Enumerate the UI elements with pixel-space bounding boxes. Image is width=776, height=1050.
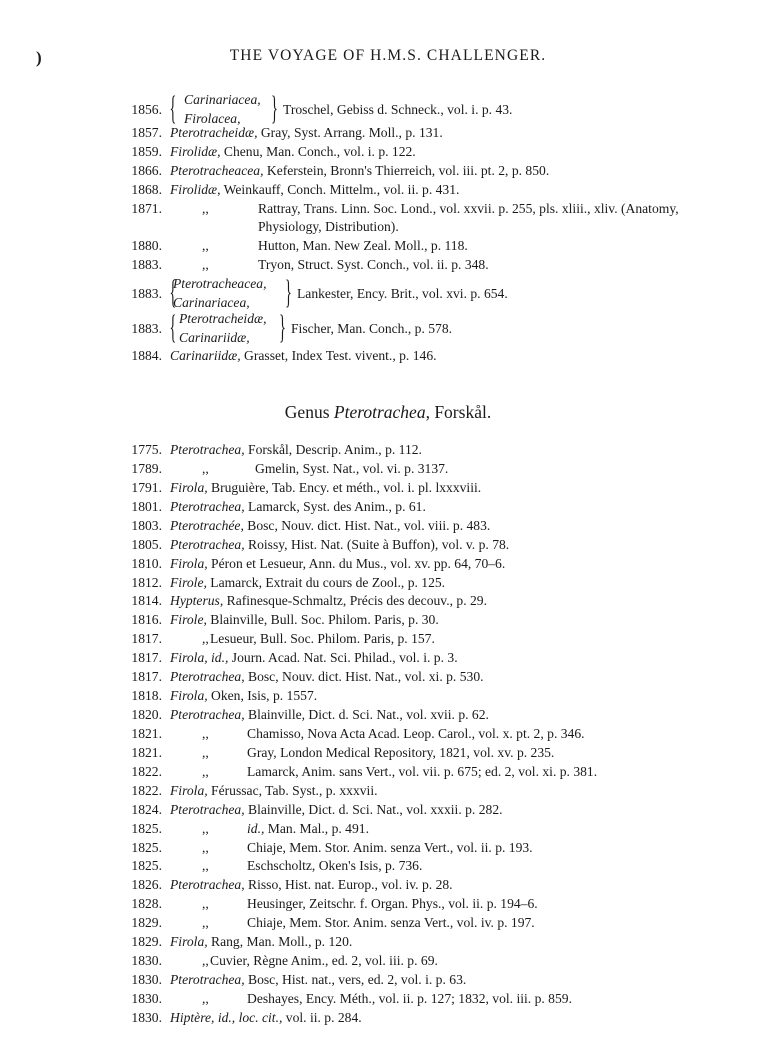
entry-year: 1883. — [131, 286, 162, 301]
taxon-name: Pterotrachea, — [170, 537, 245, 552]
entry-text — [258, 199, 679, 219]
entry-reference: Chiaje, Mem. Stor. Anim. senza Vert., vol. iv. p. 197. — [247, 915, 535, 930]
synonymy-entry-1883-fischer — [0, 310, 776, 348]
genus-heading — [0, 401, 776, 423]
synonymy-entry — [0, 856, 776, 876]
entry-year: 1826. — [131, 877, 162, 892]
entry-reference: Keferstein, Bronn's Thierreich, vol. iii. pt. 2, p. 850. — [263, 163, 550, 178]
entry-reference: Lamarck, Syst. des Anim., p. 61. — [244, 499, 426, 514]
synonymy-entry — [0, 743, 776, 763]
synonymy-entry — [0, 478, 776, 498]
taxon-name: Pterotrachea, — [170, 877, 245, 892]
entry-year: 1883. — [131, 321, 162, 336]
entry-text — [170, 648, 458, 668]
left-brace: { — [169, 309, 177, 346]
synonymy-entry — [0, 180, 776, 200]
entry-reference: Gray, London Medical Repository, 1821, vol. xv. p. 235. — [247, 745, 555, 760]
entry-year: 1828. — [131, 896, 162, 911]
entry-reference: Weinkauff, Conch. Mittelm., vol. ii. p. 431. — [220, 182, 460, 197]
entry-reference: Physiology, Distribution). — [258, 219, 399, 234]
entry-text — [170, 142, 416, 162]
ditto-mark: ,, — [202, 821, 209, 836]
synonymy-entry — [0, 705, 776, 725]
entry-year: 1822. — [131, 764, 162, 779]
bracket-name-top: Pterotracheacea, — [173, 276, 267, 291]
bracket-name-bottom: Carinariacea, — [173, 295, 250, 310]
synonymy-entry — [0, 236, 776, 256]
entry-reference: Heusinger, Zeitschr. f. Organ. Phys., vol. ii. p. 194–6. — [247, 896, 538, 911]
synonymy-entry — [0, 554, 776, 574]
ditto-mark: ,, — [202, 953, 209, 968]
entry-text — [170, 1008, 362, 1028]
entry-reference: Deshayes, Ency. Méth., vol. ii. p. 127; 1832, vol. iii. p. 859. — [247, 991, 572, 1006]
entry-text — [170, 686, 317, 706]
taxon-name: Pterotrachea, — [170, 442, 245, 457]
entry-text — [170, 591, 487, 611]
taxon-name: Firola, — [170, 688, 208, 703]
entry-text — [170, 346, 437, 366]
entry-reference: Bruguière, Tab. Ency. et méth., vol. i. pl. lxxxviii. — [207, 480, 482, 495]
genus-heading-author: Forskål. — [429, 402, 492, 422]
synonymy-entry — [0, 894, 776, 914]
entry-reference: Blainville, Dict. d. Sci. Nat., vol. xxxii. p. 282. — [244, 802, 503, 817]
entry-year: 1883. — [131, 257, 162, 272]
taxon-name: Pterotrachea, — [170, 669, 245, 684]
taxon-name: Pterotrachea, — [170, 707, 245, 722]
bracket-name-bottom: Carinariidæ, — [179, 330, 250, 345]
synonymy-entry — [0, 255, 776, 275]
entry-text — [258, 255, 489, 275]
entry-year: 1805. — [131, 537, 162, 552]
entry-reference: Chamisso, Nova Acta Acad. Leop. Carol., vol. x. pt. 2, p. 346. — [247, 726, 585, 741]
entry-text — [170, 554, 505, 574]
entry-year: 1789. — [131, 461, 162, 476]
taxon-name: Pterotrachée, — [170, 518, 244, 533]
synonymy-entry — [0, 970, 776, 990]
entry-reference: Cuvier, Règne Anim., ed. 2, vol. iii. p. 69. — [210, 953, 438, 968]
taxon-name: Firolidæ, — [170, 144, 221, 159]
entry-year: 1830. — [131, 1010, 162, 1025]
synonymy-entry — [0, 142, 776, 162]
genus-heading-prefix: Genus — [284, 402, 334, 422]
entry-reference: Rattray, Trans. Linn. Soc. Lond., vol. xxvii. p. 255, pls. xliii., xliv. (Anatomy, — [258, 201, 679, 216]
genus-heading-name: Pterotrachea, — [333, 402, 430, 422]
entry-text — [170, 516, 490, 536]
entry-year: 1817. — [131, 650, 162, 665]
synonymy-entry — [0, 819, 776, 839]
entry-reference: Lamarck, Extrait du cours de Zool., p. 125. — [206, 575, 446, 590]
entry-text — [247, 762, 597, 782]
entry-text — [247, 743, 554, 763]
entry-year: 1814. — [131, 593, 162, 608]
taxon-name: Hiptère, id., loc. cit., — [170, 1010, 283, 1025]
synonymy-entry — [0, 686, 776, 706]
entry-text — [247, 724, 585, 744]
entry-text — [255, 459, 448, 479]
synonymy-entry — [0, 516, 776, 536]
taxon-name: Pterotrachea, — [170, 802, 245, 817]
entry-year: 1829. — [131, 934, 162, 949]
ditto-mark: ,, — [202, 631, 209, 646]
synonymy-entry-1883-lankester — [0, 275, 776, 313]
entry-text — [170, 932, 352, 952]
ditto-mark: ,, — [202, 726, 209, 741]
entry-year: 1803. — [131, 518, 162, 533]
entry-text — [170, 970, 466, 990]
entry-year: 1871. — [131, 201, 162, 216]
entry-reference: Troschel, Gebiss d. Schneck., vol. i. p. 43. — [283, 102, 513, 117]
taxon-name: Hypterus, — [170, 593, 224, 608]
taxon-name: Firola, — [170, 783, 208, 798]
left-brace: { — [169, 90, 177, 127]
entry-text — [247, 819, 369, 839]
running-head: THE VOYAGE OF H.M.S. CHALLENGER. — [229, 47, 547, 64]
entry-reference: Roissy, Hist. Nat. (Suite à Buffon), vol. v. p. 78. — [244, 537, 510, 552]
entry-text — [170, 610, 439, 630]
entry-reference: Lamarck, Anim. sans Vert., vol. vii. p. 675; ed. 2, vol. xi. p. 381. — [247, 764, 598, 779]
entry-text — [170, 440, 422, 460]
entry-reference: Rafinesque-Schmaltz, Précis des decouv., p. 29. — [223, 593, 487, 608]
entry-reference: Fischer, Man. Conch., p. 578. — [291, 321, 453, 336]
entry-reference: Gray, Syst. Arrang. Moll., p. 131. — [257, 125, 443, 140]
entry-year: 1830. — [131, 991, 162, 1006]
ditto-mark: ,, — [202, 991, 209, 1006]
synonymy-entry — [0, 629, 776, 649]
synonymy-entry — [0, 762, 776, 782]
synonymy-entry — [0, 497, 776, 517]
synonymy-entry — [0, 875, 776, 895]
entry-year: 1857. — [131, 125, 162, 140]
entry-year: 1825. — [131, 840, 162, 855]
entry-year: 1791. — [131, 480, 162, 495]
ditto-mark: ,, — [202, 896, 209, 911]
entry-text — [170, 875, 453, 895]
synonymy-entry — [0, 440, 776, 460]
synonymy-entry — [0, 591, 776, 611]
entry-text — [170, 478, 481, 498]
entry-text — [170, 705, 489, 725]
synonymy-entry — [0, 648, 776, 668]
entry-text — [247, 989, 572, 1009]
entry-year: 1818. — [131, 688, 162, 703]
ditto-mark: ,, — [202, 238, 209, 253]
synonymy-entry — [0, 123, 776, 143]
entry-reference: Bosc, Nouv. dict. Hist. Nat., vol. viii. p. 483. — [243, 518, 491, 533]
synonymy-entry — [0, 781, 776, 801]
entry-reference: Péron et Lesueur, Ann. du Mus., vol. xv. pp. 64, 70–6. — [207, 556, 506, 571]
right-brace: } — [279, 309, 286, 346]
synonymy-entry — [0, 932, 776, 952]
entry-reference: Forskål, Descrip. Anim., p. 112. — [244, 442, 422, 457]
entry-text — [247, 913, 535, 933]
entry-reference: Grasset, Index Test. vivent., p. 146. — [240, 348, 437, 363]
bracket-name-top: Pterotracheidæ, — [179, 311, 267, 326]
entry-text — [247, 894, 538, 914]
entry-text — [258, 236, 468, 256]
entry-text — [258, 217, 399, 237]
entry-reference: Lesueur, Bull. Soc. Philom. Paris, p. 157. — [210, 631, 435, 646]
taxon-name: Pterotracheidæ, — [170, 125, 258, 140]
entry-year: 1884. — [131, 348, 162, 363]
synonymy-entry — [0, 217, 776, 237]
synonymy-entry — [0, 535, 776, 555]
taxon-name: Carinariidæ, — [170, 348, 241, 363]
entry-reference: Eschscholtz, Oken's Isis, p. 736. — [247, 858, 423, 873]
entry-reference: Chenu, Man. Conch., vol. i. p. 122. — [220, 144, 416, 159]
entry-year: 1866. — [131, 163, 162, 178]
entry-year: 1829. — [131, 915, 162, 930]
page-edge-mark: ) — [36, 48, 42, 67]
entry-reference: vol. ii. p. 284. — [282, 1010, 362, 1025]
bracket-name-bottom: Firolacea, — [184, 111, 241, 126]
ditto-mark: ,, — [202, 764, 209, 779]
synonymy-entry — [0, 199, 776, 219]
right-brace: } — [271, 90, 278, 127]
entry-reference: Rang, Man. Moll., p. 120. — [207, 934, 353, 949]
entry-text — [170, 781, 378, 801]
entry-year: 1822. — [131, 783, 162, 798]
taxon-name: Firola, id., — [170, 650, 229, 665]
entry-text — [170, 535, 509, 555]
entry-year: 1817. — [131, 631, 162, 646]
ditto-mark: ,, — [202, 840, 209, 855]
entry-text — [210, 951, 438, 971]
synonymy-entry — [0, 610, 776, 630]
taxon-name: Firole, — [170, 575, 207, 590]
synonymy-entry — [0, 573, 776, 593]
entry-year: 1810. — [131, 556, 162, 571]
synonymy-entry — [0, 667, 776, 687]
entry-text — [170, 180, 459, 200]
taxon-name: Firolidæ, — [170, 182, 221, 197]
entry-reference: Chiaje, Mem. Stor. Anim. senza Vert., vol. ii. p. 193. — [247, 840, 533, 855]
entry-year: 1856. — [131, 102, 162, 117]
entry-text — [170, 123, 443, 143]
bracket-name-top: Carinariacea, — [184, 92, 261, 107]
taxon-name: Firola, — [170, 480, 208, 495]
entry-year: 1880. — [131, 238, 162, 253]
entry-year: 1821. — [131, 726, 162, 741]
synonymy-entry-1884 — [0, 346, 776, 366]
taxon-name: Firole, — [170, 612, 207, 627]
entry-reference: Man. Mal., p. 491. — [264, 821, 369, 836]
entry-reference: Blainville, Bull. Soc. Philom. Paris, p. 30. — [206, 612, 439, 627]
entry-reference: Blainville, Dict. d. Sci. Nat., vol. xvii. p. 62. — [244, 707, 489, 722]
ditto-mark: ,, — [202, 201, 209, 216]
left-brace: { — [169, 274, 177, 311]
entry-year: 1816. — [131, 612, 162, 627]
entry-text — [170, 800, 503, 820]
entry-year: 1830. — [131, 953, 162, 968]
right-brace: } — [285, 274, 292, 311]
ditto-mark: ,, — [202, 461, 209, 476]
synonymy-entry — [0, 989, 776, 1009]
entry-reference: Risso, Hist. nat. Europ., vol. iv. p. 28. — [244, 877, 453, 892]
entry-reference: Bosc, Nouv. dict. Hist. Nat., vol. xi. p. 530. — [244, 669, 484, 684]
taxon-name: Pterotrachea, — [170, 499, 245, 514]
entry-text — [170, 573, 445, 593]
entry-reference: Lankester, Ency. Brit., vol. xvi. p. 654. — [297, 286, 508, 301]
entry-year: 1801. — [131, 499, 162, 514]
entry-text — [170, 161, 549, 181]
synonymy-entry — [0, 724, 776, 744]
synonymy-entry — [0, 838, 776, 858]
entry-italic-term: id., — [247, 821, 265, 836]
entry-year: 1859. — [131, 144, 162, 159]
entry-year: 1775. — [131, 442, 162, 457]
entry-text — [247, 856, 422, 876]
synonymy-entry — [0, 951, 776, 971]
taxon-name: Pterotrachea, — [170, 972, 245, 987]
entry-year: 1825. — [131, 821, 162, 836]
entry-year: 1812. — [131, 575, 162, 590]
taxon-name: Pterotracheacea, — [170, 163, 264, 178]
entry-reference: Férussac, Tab. Syst., p. xxxvii. — [207, 783, 378, 798]
entry-reference: Oken, Isis, p. 1557. — [207, 688, 318, 703]
entry-text — [170, 667, 484, 687]
synonymy-entry — [0, 459, 776, 479]
entry-year: 1817. — [131, 669, 162, 684]
entry-reference: Gmelin, Syst. Nat., vol. vi. p. 3137. — [255, 461, 449, 476]
entry-reference: Bosc, Hist. nat., vers, ed. 2, vol. i. p. 63. — [244, 972, 467, 987]
entry-year: 1824. — [131, 802, 162, 817]
entry-text — [247, 838, 533, 858]
taxon-name: Firola, — [170, 556, 208, 571]
ditto-mark: ,, — [202, 257, 209, 272]
synonymy-entry — [0, 913, 776, 933]
ditto-mark: ,, — [202, 915, 209, 930]
entry-year: 1825. — [131, 858, 162, 873]
entry-year: 1821. — [131, 745, 162, 760]
entry-reference: Journ. Acad. Nat. Sci. Philad., vol. i. p. 3. — [228, 650, 458, 665]
ditto-mark: ,, — [202, 745, 209, 760]
ditto-mark: ,, — [202, 858, 209, 873]
entry-reference: Hutton, Man. New Zeal. Moll., p. 118. — [258, 238, 468, 253]
synonymy-entry — [0, 1008, 776, 1028]
synonymy-entry — [0, 800, 776, 820]
entry-text — [210, 629, 435, 649]
entry-year: 1820. — [131, 707, 162, 722]
entry-year: 1868. — [131, 182, 162, 197]
entry-reference: Tryon, Struct. Syst. Conch., vol. ii. p. 348. — [258, 257, 489, 272]
entry-year: 1830. — [131, 972, 162, 987]
synonymy-entry — [0, 161, 776, 181]
taxon-name: Firola, — [170, 934, 208, 949]
entry-text — [170, 497, 426, 517]
